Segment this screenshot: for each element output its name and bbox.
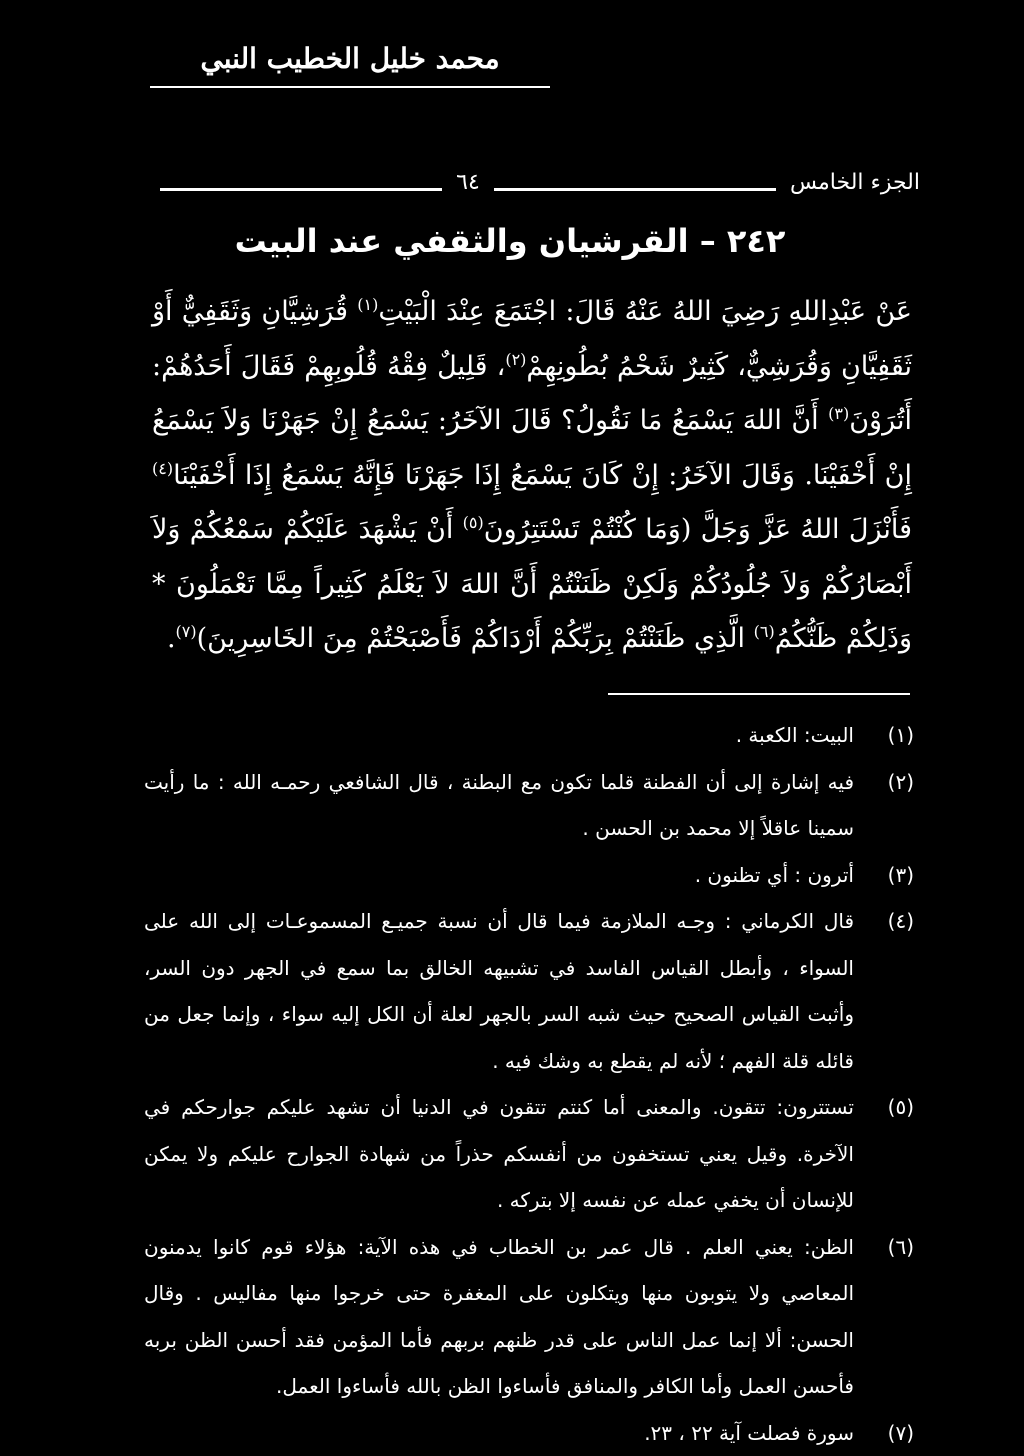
footnote-item [144, 712, 914, 759]
body-segment-7: الَّذِي ظَنَنْتُمْ بِرَبِّكُمْ أَرْدَاكُمْ فَأَصْبَحْتُمْ مِنَ الخَاسِرِينَ) [197, 623, 745, 654]
body-segment-5: فَأَنْزَلَ اللهُ عَزَّ وَجَلَّ (وَمَا كُنْتُمْ تَسْتَتِرُونَ [484, 514, 912, 545]
footnote-number: (٢) [854, 759, 914, 806]
part-label: الجزء الخامس [790, 170, 920, 195]
body-segment-3: ، قَلِيلٌ فِقْهُ قُلُوبِهِمْ فَقَالَ أَحَدُهُمْ: أَتُرَوْنَ [152, 351, 912, 437]
footnote-number: (١) [854, 712, 914, 759]
footnote-text: فيه إشارة إلى أن الفطنة قلما تكون مع البطنة ، قال الشافعي رحمـه الله : ما رأيت سمينا عاقلاً إلا محمد بن الحسن . [144, 759, 854, 852]
running-head [160, 162, 920, 202]
body-segment-4: أَنَّ اللهَ يَسْمَعُ مَا نَقُولُ؟ قَالَ الآخَرُ: يَسْمَعُ إِنْ جَهَرْنَا وَلاَ يَسْمَعُ إِنْ أَخْفَيْنَا. وَقَالَ الآخَرُ: إِنْ كَانَ يَسْمَعُ إِذَا جَهَرْنَا فَإِنَّهُ يَسْمَعُ إِذَا أَخْفَيْنَا [152, 405, 912, 491]
body-segment-2: قُرَشِيَّانِ وَثَقَفِيٌّ أَوْ ثَقَفِيَّانِ وَقُرَشِيٌّ، كَثِيرٌ شَحْمُ بُطُونِهِمْ [152, 296, 912, 382]
author-underline [150, 86, 550, 88]
body-segment-6: أَنْ يَشْهَدَ عَلَيْكُمْ سَمْعُكُمْ وَلاَ أَبْصَارُكُمْ وَلاَ جُلُودُكُمْ وَلَكِنْ ظَنَنْتُمْ أَنَّ اللهَ لاَ يَعْلَمُ كَثِيراً مِمَّا تَعْمَلُونَ * وَذَلِكُمْ ظَنُّكُمُ [152, 514, 912, 654]
body-end: . [167, 623, 176, 654]
body-segment-1: عَنْ عَبْدِاللهِ رَضِيَ اللهُ عَنْهُ قَالَ: اجْتَمَعَ عِنْدَ الْبَيْتِ [378, 296, 912, 327]
hadith-text [152, 285, 912, 667]
footnote-number: (٤) [854, 898, 914, 945]
footnote-ref-7: (٧) [176, 622, 197, 641]
footnote-item [144, 852, 914, 899]
footnote-text: سورة فصلت آية ٢٢ ، ٢٣. [144, 1410, 854, 1456]
footnote-ref-6: (٦) [754, 622, 775, 641]
footnote-number: (٥) [854, 1084, 914, 1131]
footnote-separator [608, 693, 910, 695]
footnote-number: (٣) [854, 852, 914, 899]
footnote-ref-3: (٣) [828, 404, 849, 423]
footnote-number: (٧) [854, 1410, 914, 1456]
footnotes [144, 712, 914, 1456]
footnote-text: قال الكرماني : وجـه الملازمة فيما قال أن نسبة جميـع المسموعـات إلى الله على السواء ، وأبطل القياس الفاسد في تشبيهه الخالق بما سمع في الجهر دون السر، وأثبت القياس الصحيح حيث شبه السر بالجهر لعلة أن الكل إليه سواء ، وإنما جعل من قائله قلة الفهم ؛ لأنه لم يقطع به وشك فيه . [144, 898, 854, 1084]
footnote-item [144, 1410, 914, 1456]
footnote-ref-1: (١) [357, 295, 378, 314]
footnote-item [144, 1084, 914, 1224]
footnote-item [144, 759, 914, 852]
author-name: محمد خليل الخطيب النبي [150, 42, 550, 75]
footnote-text: البيت: الكعبة . [144, 712, 854, 759]
section-heading: ٢٤٢ – القرشيان والثقفي عند البيت [200, 222, 820, 260]
footnote-ref-2: (٢) [505, 350, 526, 369]
footnote-ref-4: (٤) [152, 459, 173, 478]
footnote-text: الظن: يعني العلم . قال عمر بن الخطاب في هذه الآية: هؤلاء قوم كانوا يدمنون المعاصي ولا يتوبون منها ويتكلون على المغفرة حتى خرجوا منها مفاليس . وقال الحسن: ألا إنما عمل الناس على قدر ظنهم بربهم فأما المؤمن فقد أحسن الظن بربه فأحسن العمل وأما الكافر والمنافق فأساءوا الظن بالله فأساءوا العمل. [144, 1224, 854, 1410]
footnote-item [144, 1224, 914, 1410]
footnote-text: أترون : أي تظنون . [144, 852, 854, 899]
footnote-ref-5: (٥) [463, 513, 484, 532]
footnote-item [144, 898, 914, 1084]
footnote-number: (٦) [854, 1224, 914, 1271]
page-number: ٦٤ [456, 170, 480, 195]
footnote-text: تستترون: تتقون. والمعنى أما كنتم تتقون في الدنيا أن تشهد عليكم جوارحكم في الآخرة. وقيل يعني تستخفون من أنفسكم حذراً من شهادة الجوارح عليكم ولا يمكن للإنسان أن يخفي عمله عن نفسه إلا بتركه . [144, 1084, 854, 1224]
running-head-rule-right [494, 188, 776, 191]
running-head-rule-left [160, 188, 442, 191]
